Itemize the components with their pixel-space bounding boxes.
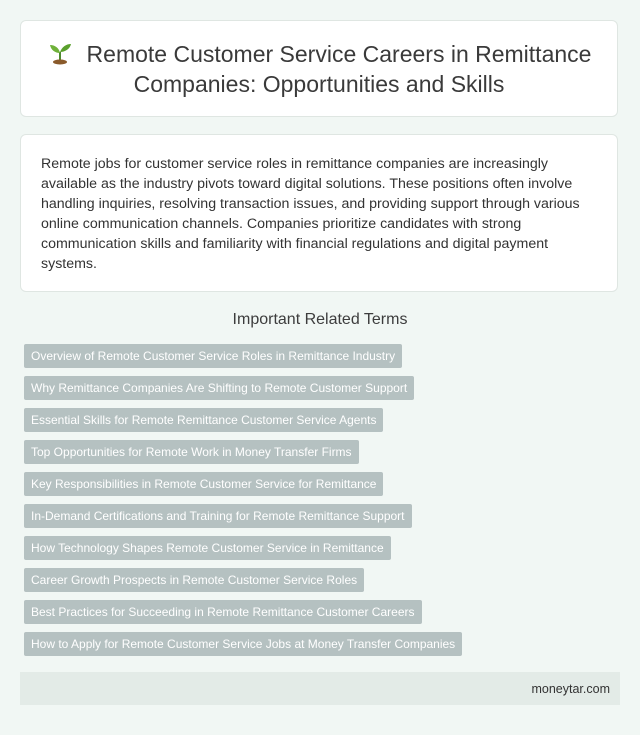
intro-paragraph: Remote jobs for customer service roles in remittance companies are increasingly available as the industry pivots toward digital solutions. These positions often involve handling inquiries, resolving transaction issues, and providing support through various online communication channels. Companies prioritize candidates with strong communication skills and familiarity with financial regulations and digital payment systems. — [41, 156, 580, 272]
related-term-link[interactable]: How to Apply for Remote Customer Service Jobs at Money Transfer Companies — [24, 632, 462, 656]
footer-site-link[interactable]: moneytar.com — [531, 681, 610, 696]
footer — [20, 672, 620, 705]
related-term-link[interactable]: Best Practices for Succeeding in Remote Remittance Customer Careers — [24, 600, 422, 624]
related-term-link[interactable]: Overview of Remote Customer Service Roles in Remittance Industry — [24, 344, 402, 368]
page-title — [39, 39, 599, 99]
related-term-link[interactable]: Why Remittance Companies Are Shifting to Remote Customer Support — [24, 376, 414, 400]
related-term-link[interactable]: How Technology Shapes Remote Customer Service in Remittance — [24, 536, 391, 560]
related-term-link[interactable]: Essential Skills for Remote Remittance Customer Service Agents — [24, 408, 383, 432]
header-card — [20, 20, 618, 117]
related-terms-heading: Important Related Terms — [232, 311, 408, 328]
related-term-link[interactable]: Key Responsibilities in Remote Customer Service for Remittance — [24, 472, 383, 496]
sprout-icon — [47, 41, 73, 65]
related-term-link[interactable]: Top Opportunities for Remote Work in Money Transfer Firms — [24, 440, 359, 464]
page-title-text: Remote Customer Service Careers in Remittance Companies: Opportunities and Skills — [86, 40, 592, 97]
intro-card — [20, 134, 618, 292]
related-term-link[interactable]: Career Growth Prospects in Remote Customer Service Roles — [24, 568, 364, 592]
related-term-link[interactable]: In-Demand Certifications and Training for Remote Remittance Support — [24, 504, 412, 528]
related-terms-list — [24, 344, 624, 664]
